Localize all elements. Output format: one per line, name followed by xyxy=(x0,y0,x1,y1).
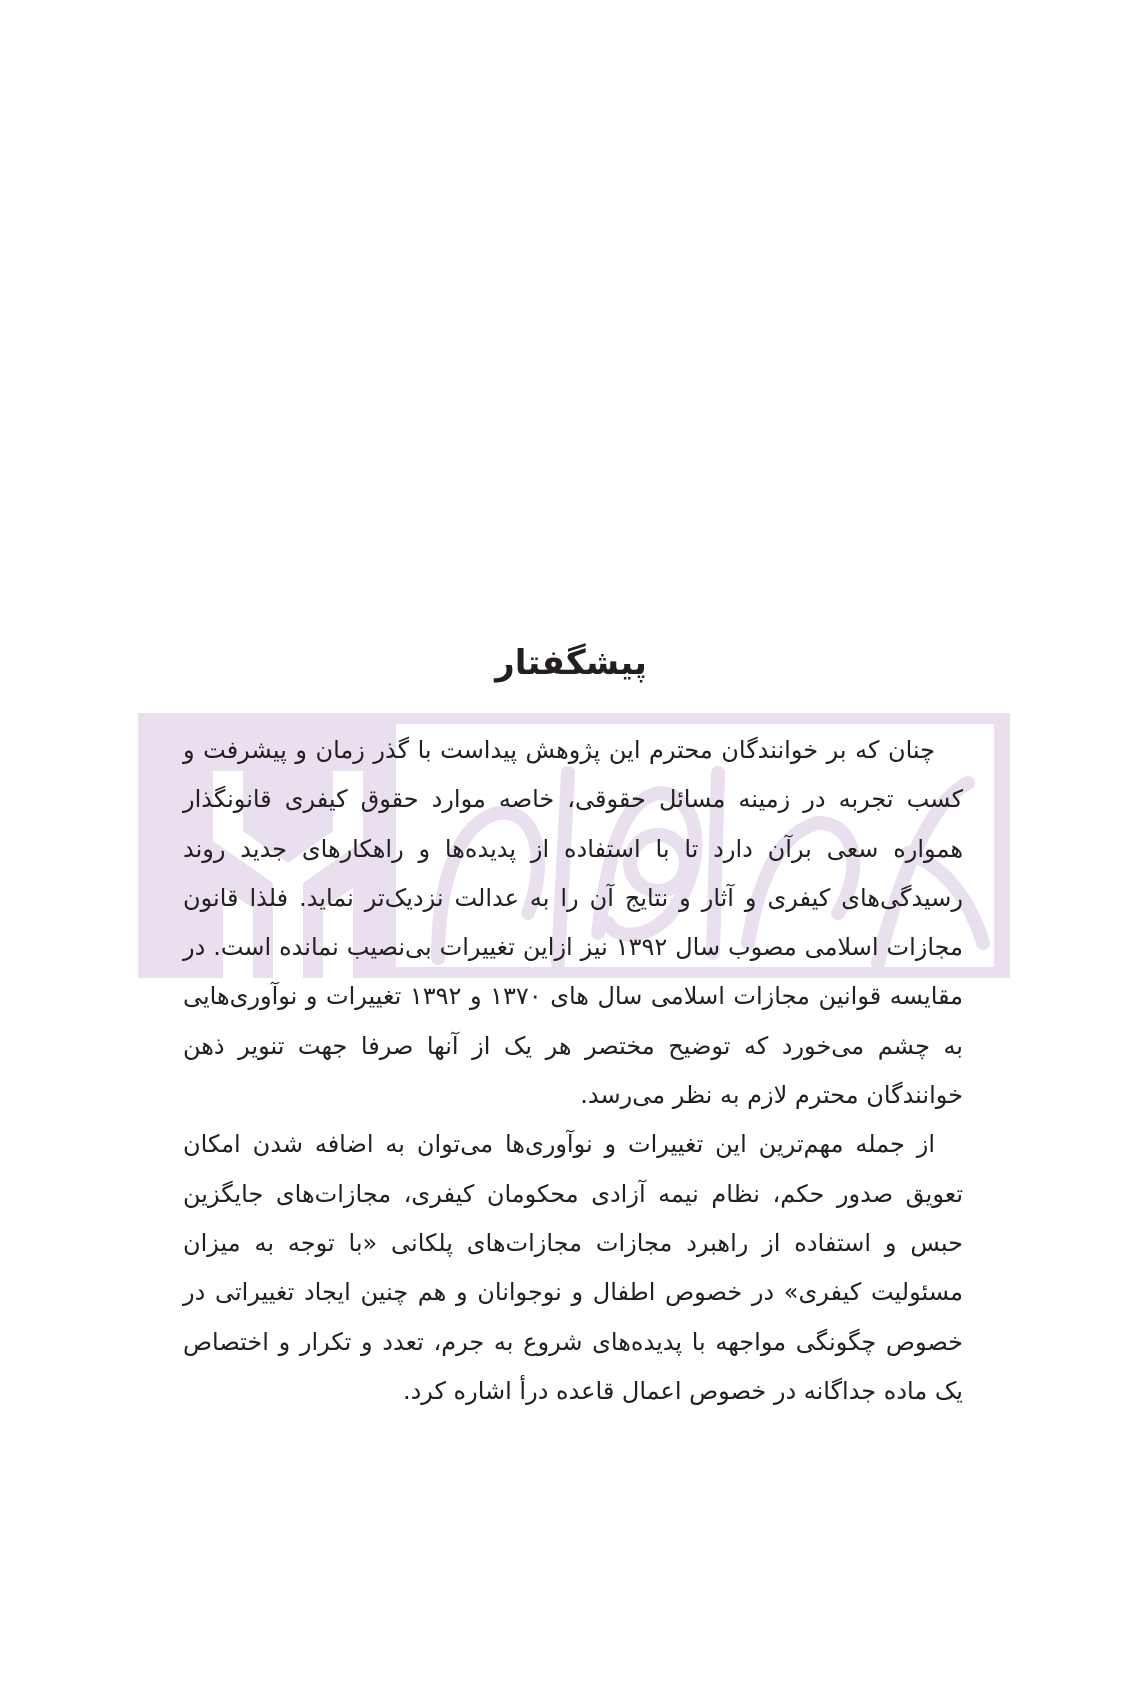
paragraph: چنان که بر خوانندگان محترم این پژوهش پیداست با گذر زمان و پیشرفت و کسب تجربه در زمینه مسائل حقوقی، خاصه موارد حقوق کیفری قانونگذار همواره سعی برآن دارد تا با استفاده از پدیده‌ها و راهکارهای جدید روند رسیدگی‌های کیفری و آثار و نتایج آن را به عدالت نزدیک‌تر نماید. فلذا قانون مجازات اسلامی مصوب سال ۱۳۹۲ نیز ازاین تغییرات بی‌نصیب نمانده است. در مقایسه قوانین مجازات اسلامی سال های ۱۳۷۰ و ۱۳۹۲ تغییرات و نوآوری‌هایی به چشم می‌خورد که توضیح مختصر هر یک از آنها صرفا جهت تنویر ذهن خوانندگان محترم لازم به نظر می‌رسد. xyxy=(183,736,963,1110)
paragraph: از جمله مهم‌ترین این تغییرات و نوآوری‌ها می‌توان به اضافه شدن امکان تعویق صدور حکم، نظام نیمه آزادی محکومان کیفری، مجازات‌های جایگزین حبس و استفاده از راهبرد مجازات مجازات‌های پلکانی «با توجه به میزان مسئولیت کیفری» در خصوص اطفال و نوجوانان و هم چنین ایجاد تغییراتی در خصوص چگونگی مواجهه با پدیده‌های شروع به جرم، تعدد و تکرار و اختصاص یک ماده جداگانه در خصوص اعمال قاعده درأ اشاره کرد. xyxy=(183,1130,963,1405)
page-title: پیشگفتار xyxy=(495,642,647,683)
body-text xyxy=(183,726,963,1416)
